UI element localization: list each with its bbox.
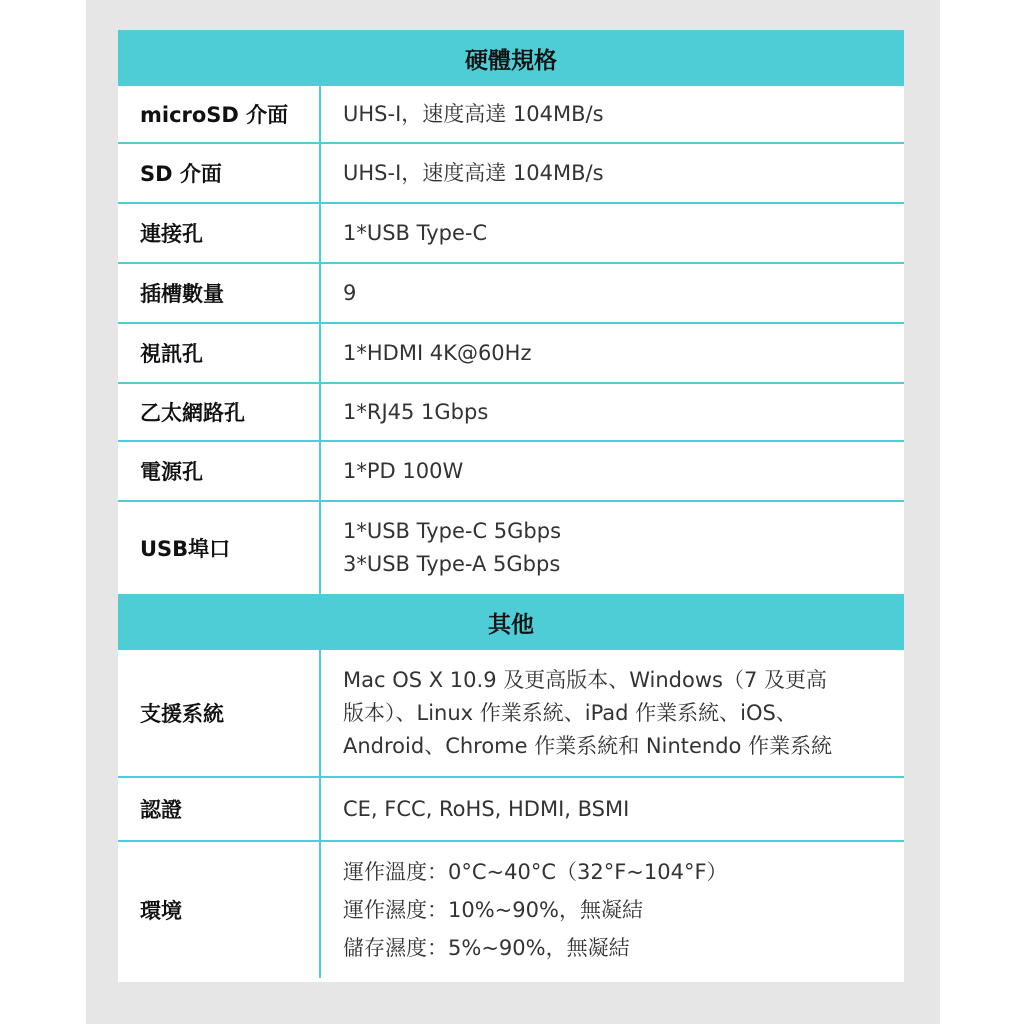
spec-value-line: 1*PD 100W <box>343 458 464 483</box>
spec-value <box>321 650 904 776</box>
spec-value-line: UHS-I，速度高達 104MB/s <box>343 101 604 126</box>
spec-value <box>321 442 904 500</box>
spec-value <box>321 384 904 440</box>
spec-value <box>321 778 904 840</box>
spec-value-line: Mac OS X 10.9 及更高版本、Windows（7 及更高 <box>343 667 828 692</box>
spec-label: 環境 <box>118 842 321 978</box>
spec-row <box>118 842 904 978</box>
spec-label: USB埠口 <box>118 502 321 594</box>
spec-row <box>118 324 904 384</box>
spec-value <box>321 502 904 594</box>
spec-row <box>118 264 904 324</box>
spec-label: 視訊孔 <box>118 324 321 382</box>
spec-label: 支援系統 <box>118 650 321 776</box>
spec-value-line: 運作溫度：0°C~40°C（32°F~104°F） <box>343 860 728 884</box>
spec-row <box>118 144 904 204</box>
spec-value-line: UHS-I，速度高達 104MB/s <box>343 160 604 185</box>
spec-value <box>321 204 904 262</box>
spec-label: 認證 <box>118 778 321 840</box>
spec-value-line: 運作濕度：10%~90%，無凝結 <box>343 898 643 922</box>
spec-value-line: 9 <box>343 280 357 305</box>
spec-value <box>321 842 904 978</box>
spec-value <box>321 86 904 142</box>
spec-row <box>118 86 904 144</box>
spec-row <box>118 204 904 264</box>
spec-label: 電源孔 <box>118 442 321 500</box>
spec-label: microSD 介面 <box>118 86 321 142</box>
spec-value-line: 3*USB Type-A 5Gbps <box>343 552 561 576</box>
spec-value-line: 1*USB Type-C 5Gbps <box>343 519 562 543</box>
spec-label: 連接孔 <box>118 204 321 262</box>
spec-label: 乙太網路孔 <box>118 384 321 440</box>
spec-row <box>118 778 904 842</box>
spec-value-line: 1*RJ45 1Gbps <box>343 399 489 424</box>
spec-value-line: 1*USB Type-C <box>343 220 488 245</box>
spec-value-line: 版本）、Linux 作業系統、iPad 作業系統、iOS、 <box>343 700 797 725</box>
spec-value <box>321 324 904 382</box>
section-header-hardware: 硬體規格 <box>118 30 904 86</box>
spec-row <box>118 502 904 594</box>
spec-row <box>118 384 904 442</box>
spec-value <box>321 264 904 322</box>
spec-value-line: CE, FCC, RoHS, HDMI, BSMI <box>343 796 630 821</box>
spec-row <box>118 442 904 502</box>
spec-value-line: Android、Chrome 作業系統和 Nintendo 作業系統 <box>343 733 833 758</box>
spec-value-line: 儲存濕度：5%~90%，無凝結 <box>343 936 630 960</box>
spec-label: SD 介面 <box>118 144 321 202</box>
spec-label: 插槽數量 <box>118 264 321 322</box>
spec-table <box>118 30 904 982</box>
spec-value <box>321 144 904 202</box>
section-header-other: 其他 <box>118 594 904 650</box>
spec-value-line: 1*HDMI 4K@60Hz <box>343 340 532 365</box>
spec-row <box>118 650 904 778</box>
